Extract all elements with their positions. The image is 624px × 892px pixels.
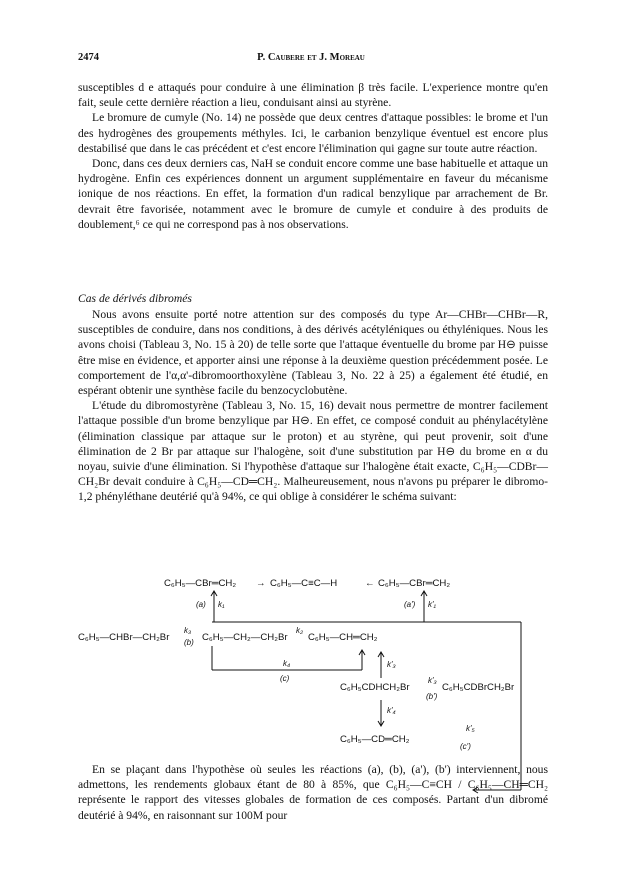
compound-top-right: C₆H₅—CBr═CH₂: [378, 578, 451, 589]
paragraph: Donc, dans ces deux derniers cas, NaH se conduit encore comme une base habituelle et attaque un hydrogène. Enfin ces expériences donnent un argument supplémentaire en faveur du mécanisme ionique de nos réactions. En effet, la formation d'un radical benzylique par arrachement de Br. devrait être favorisée, notamment avec le bromure de cumyle et conduire à des produits de doublement,⁶ ce qui ne correspond pas à nos observations.: [78, 157, 548, 231]
arrow-left: ←: [365, 578, 375, 589]
compound-styrene: C₆H₅—CH═CH₂: [308, 632, 378, 643]
label-a-prime: (a'): [404, 600, 416, 609]
compound-phenylacetylene: C₆H₅—C≡C—H: [270, 578, 338, 589]
label-b-prime: (b'): [426, 692, 438, 701]
arrow-right: →: [256, 578, 266, 589]
body-text-top: [78, 80, 548, 232]
rate-k5-prime: k'₅: [466, 724, 475, 733]
paragraph: L'étude du dibromostyrène (Tableau 3, No. 15, 16) devait nous permettre de montrer facilement l'attaque possible d'un brome benzylique par H⊖. En effet, ce composé conduit au phénylacétylène (élimination classique par attaque sur le proton) et au styrène, qui peut provenir, soit d'une élimination de 2 Br par attaque sur l'halogène, soit d'une substitution par H⊖ du brome en α du noyau, suivie d'une élimination. Si l'hypothèse d'attaque sur l'halogène était exacte, C₆H₅—CDBr—CH₂Br devait conduire à C₆H₅—CD═CH₂. Malheureusement, nous n'avons pu préparer le dibromo-1,2 phényléthane deutérié qu'à 94%, ce qui oblige à considérer le schéma suivant:: [78, 399, 548, 504]
paragraph: Le bromure de cumyle (No. 14) ne possède que deux centres d'attaque possibles: le brome et l'un des hydrogènes des groupements méthyles. Ici, le carbanion benzylique éventuel est encore plus destabilisé que dans le cas précédent et c'est encore l'élimination qui gagne sur toute autre réaction.: [78, 111, 548, 155]
compound-deuterated-dibromide: C₆H₅CDBrCH₂Br: [442, 682, 515, 693]
label-c-prime: (c'): [460, 742, 471, 751]
paragraph: Nous avons ensuite porté notre attention sur des composés du type Ar—CHBr—CHBr—R, susceptibles de conduire, dans nos conditions, à des dérivés acétyléniques ou éthyléniques. Nous les avons choisi (Tableau 3, No. 15 à 20) de telle sorte que l'attaque éventuelle du brome par H⊖ puisse être mise en évidence, et apporter ainsi une réponse à la deuxième question précédemment posée. Le comportement de l'α,α'-dibromoorthoxylène (Tableau 3, No. 22 à 25) a également été étudié, en espérant obtenir une synthèse facile du benzocyclobutène.: [78, 308, 548, 398]
body-text-bottom: [78, 762, 548, 823]
page-number: 2474: [78, 52, 99, 63]
compound-dibromide: C₆H₅—CHBr—CH₂Br: [78, 632, 170, 643]
compound-top-left: C₆H₅—CBr═CH₂: [164, 578, 237, 589]
body-text-mid: [78, 307, 548, 505]
rate-k1-prime: k'₁: [428, 600, 437, 609]
rate-k4: k₄: [283, 659, 291, 668]
paragraph: En se plaçant dans l'hypothèse où seules les réactions (a), (b), (a'), (b') interviennent, nous admettons, les rendements globaux étant de 80 à 85%, que C₆H₅—C≡CH / C₆H₅—CH═CH₂ représente le rapport des vitesses globales de formation de ces composés. Partant d'un dibromé deutérié à 94%, en raisonnant sur 100M pour: [78, 763, 548, 822]
rate-k1: k₁: [218, 600, 225, 609]
authors: P. Caubere et J. Moreau: [257, 52, 365, 63]
label-c: (c): [280, 674, 290, 683]
rate-k2: k₂: [296, 626, 304, 635]
rate-k3-prime: k'₃: [387, 660, 396, 669]
rate-k3-prime-2: k'₃: [428, 676, 437, 685]
compound-deuterated-bromide: C₆H₅CDHCH₂Br: [340, 682, 410, 693]
rate-k4-prime: k'₄: [387, 706, 396, 715]
label-a: (a): [196, 600, 206, 609]
compound-phenylethyl-bromide: C₆H₅—CH₂—CH₂Br: [202, 632, 288, 643]
paragraph: susceptibles d e attaqués pour conduire à une élimination β très facile. L'experience montre qu'en fait, seule cette dernière réaction a lieu, conduisant ainsi au styrène.: [78, 81, 548, 110]
rate-k3: k₃: [184, 626, 192, 635]
compound-deuterated-styrene: C₆H₅—CD═CH₂: [340, 734, 410, 745]
section-title: Cas de dérivés dibromés: [78, 292, 192, 305]
label-b: (b): [184, 638, 194, 647]
